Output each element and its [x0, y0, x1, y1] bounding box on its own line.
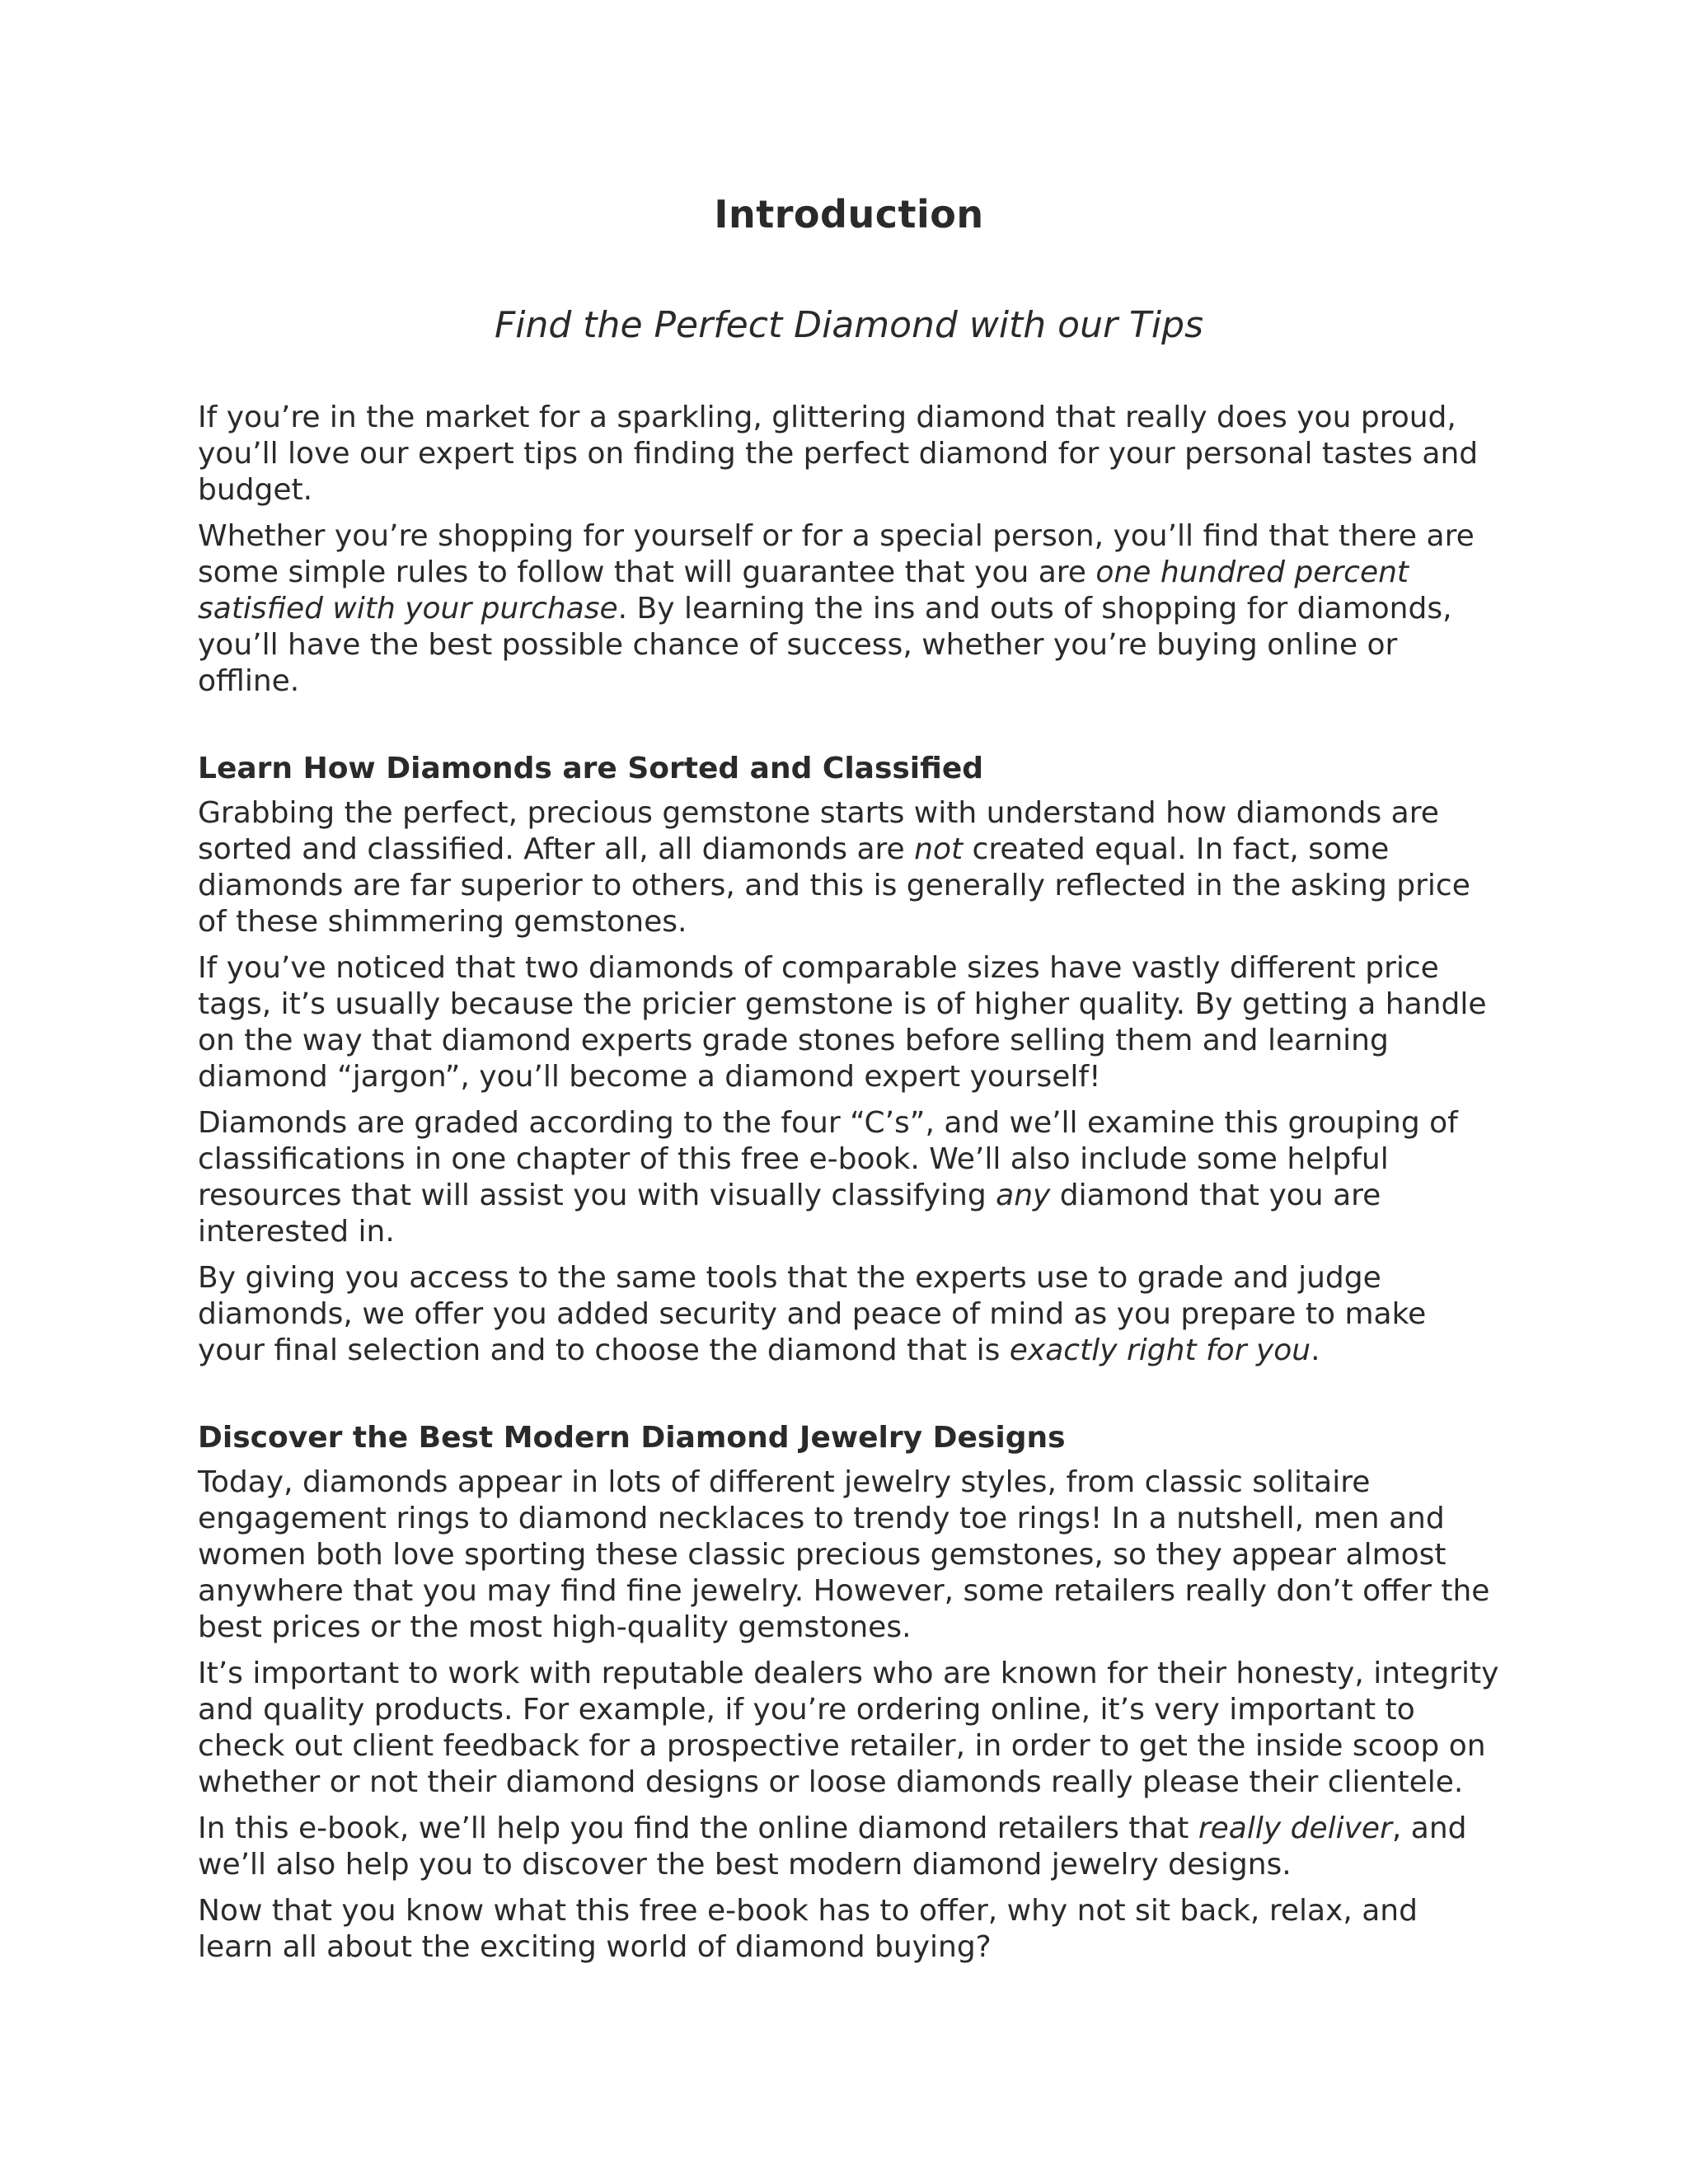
- emphasis-span: one hundred percent satisfied with your purchase: [198, 555, 1409, 626]
- emphasis-span: not: [914, 832, 964, 866]
- text-span: . By learning the ins and outs of shopping for diamonds, you’ll have the best possible chance of success, whether you’re buying online or offline.: [198, 592, 1452, 698]
- intro-section: [198, 400, 1500, 700]
- page-subtitle: Find the Perfect Diamond with our Tips: [494, 304, 1204, 346]
- document-page: [198, 190, 1500, 1975]
- section-paragraph: [198, 1465, 1500, 1646]
- text-span: diamond that you are interested in.: [198, 1179, 1381, 1249]
- text-span: Today, diamonds appear in lots of different jewelry styles, from classic solitaire engagement rings to diamond necklaces to trendy toe rings! In a nutshell, men and women both love sporting these classic precious gemstones, so they appear almost anywhere that you may find fine jewelry. However, some retailers really don’t offer the best prices or the most high-quality gemstones.: [198, 1465, 1490, 1644]
- text-span: In this e-book, we’ll help you find the online diamond retailers that: [198, 1811, 1198, 1845]
- section-paragraph: [198, 1260, 1500, 1369]
- section-sorted-classified: [198, 751, 1500, 1369]
- emphasis-span: really deliver: [1198, 1811, 1392, 1845]
- text-span: It’s important to work with reputable dealers who are known for their honesty, integrity and quality products. For example, if you’re ordering online, it’s very important to check out client feedback for a prospective retailer, in order to get the inside scoop on whether or not their diamond designs or loose diamonds really please their clientele.: [198, 1657, 1499, 1799]
- page-title: Introduction: [714, 192, 984, 237]
- section-paragraph: [198, 1105, 1500, 1250]
- text-span: If you’re in the market for a sparkling, glittering diamond that really does you proud, you’ll love our expert tips on finding the perfect diamond for your personal tastes and budget.: [198, 401, 1479, 507]
- emphasis-span: exactly right for you: [1009, 1333, 1311, 1367]
- text-span: , and we’ll also help you to discover the best modern diamond jewelry designs.: [198, 1811, 1467, 1882]
- section-paragraph: [198, 950, 1500, 1095]
- text-span: If you’ve noticed that two diamonds of comparable sizes have vastly different price tags, it’s usually because the pricier gemstone is of higher quality. By getting a handle on the way that diamond experts grade stones before selling them and learning diamond “jargon”, you’ll become a diamond expert yourself!: [198, 951, 1487, 1094]
- section-paragraph: [198, 1893, 1500, 1966]
- section-jewelry-designs: [198, 1420, 1500, 1966]
- section-paragraph: [198, 1811, 1500, 1883]
- section-paragraph: [198, 1656, 1500, 1801]
- text-span: Now that you know what this free e-book has to offer, why not sit back, relax, and learn all about the exciting world of diamond buying?: [198, 1894, 1418, 1964]
- emphasis-span: any: [996, 1179, 1051, 1212]
- text-span: Grabbing the perfect, precious gemstone starts with understand how diamonds are sorted and classified. After all, all diamonds are: [198, 796, 1439, 866]
- section-heading: Discover the Best Modern Diamond Jewelry Designs: [198, 1421, 1066, 1455]
- intro-paragraph-2: [198, 518, 1500, 700]
- text-span: created equal. In fact, some diamonds are far superior to others, and this is generally reflected in the asking price of these shimmering gemstones.: [198, 832, 1470, 939]
- text-span: .: [1311, 1333, 1320, 1367]
- text-span: By giving you access to the same tools that the experts use to grade and judge diamonds, we offer you added security and peace of mind as you prepare to make your final selection and to choose the diamond that is: [198, 1261, 1427, 1367]
- section-heading: Learn How Diamonds are Sorted and Classified: [198, 752, 984, 785]
- text-span: Whether you’re shopping for yourself or for a special person, you’ll find that there are some simple rules to follow that will guarantee that you are: [198, 519, 1475, 589]
- intro-paragraph-1: [198, 400, 1500, 509]
- text-span: Diamonds are graded according to the four “C’s”, and we’ll examine this grouping of classifications in one chapter of this free e-book. We’ll also include some helpful resources that will assist you with visually classifying: [198, 1106, 1458, 1212]
- section-paragraph: [198, 795, 1500, 940]
